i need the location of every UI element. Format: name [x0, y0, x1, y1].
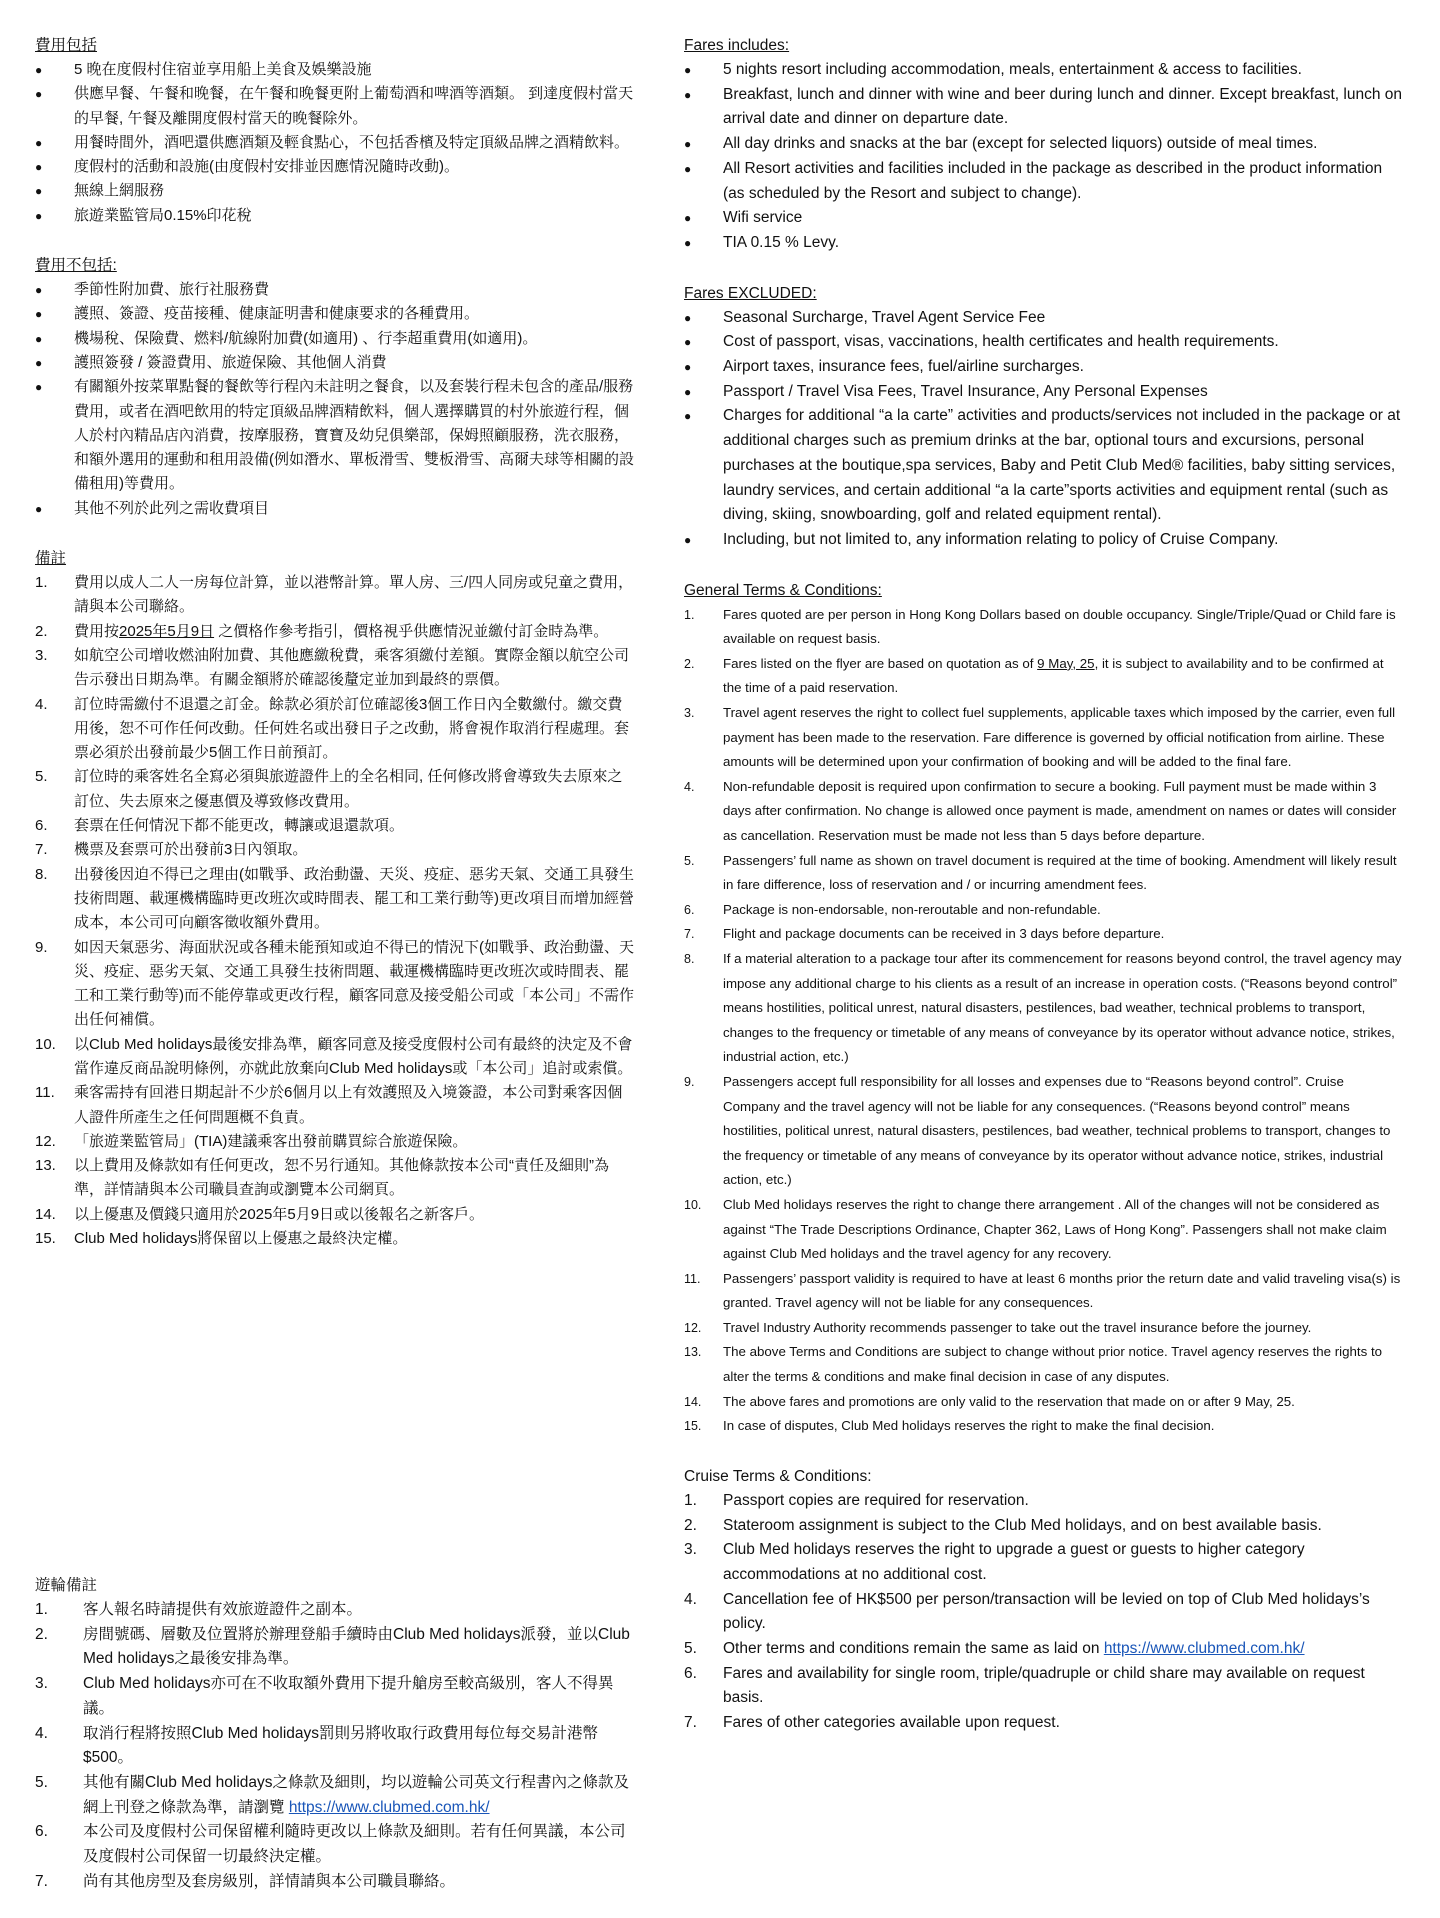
item-text: 「旅遊業監管局」(TIA)建議乘客出發前購買綜合旅遊保險。 — [74, 1132, 468, 1150]
item-text: Travel Industry Authority recommends passenger to take out the travel insurance before the journey. — [723, 1319, 1312, 1335]
item-number: 6. — [35, 1823, 48, 1841]
item-number: 15. — [35, 1230, 56, 1248]
item-number: 5. — [35, 768, 48, 786]
list-item: ● Breakfast, lunch and dinner with wine and beer during lunch and dinner. Except breakfast, lunch on arrival date and dinner on departure date. — [684, 83, 1404, 132]
en-cruise-terms-section — [684, 1465, 1404, 1736]
list-item: ● Charges for additional “a la carte” activities and products/services not included in the package or at additional charges such as premium drinks at the bar, optional tours and excursions, personal purchases at the boutique,spa services, Baby and Petit Club Med® facilities, baby sitting services, laundry services, and certain additional “a la carte”sports activities and equipment rental (such as diving, skiing, snowboarding, golf and related equipment rental). — [684, 404, 1404, 528]
item-text: 如航空公司增收燃油附加費、其他應繳稅費，乘客須繳付差額。實際金額以航空公司告示發出日期為準。有關金額將於確認後釐定並加到最終的票價。 — [74, 646, 630, 689]
list-item — [35, 1771, 635, 1820]
zh-excludes-section — [35, 254, 635, 521]
zh-notes-heading: 備註 — [35, 550, 67, 568]
item-number: 4. — [35, 695, 48, 713]
item-number: 12. — [35, 1132, 56, 1150]
item-text: Fares listed on the flyer are based on quotation as of — [723, 655, 1038, 671]
zh-cruise-notes-heading: 遊輪備註 — [35, 1577, 98, 1594]
list-item — [684, 898, 1404, 923]
list-item — [35, 1623, 635, 1672]
item-number: 10. — [35, 1035, 56, 1053]
zh-excludes-list — [35, 278, 635, 521]
list-item: ● 無線上網服務 — [35, 179, 635, 203]
item-text: Cancellation fee of HK$500 per person/transaction will be levied on top of Club Med holidays’s policy. — [723, 1590, 1370, 1633]
item-text: In case of disputes, Club Med holidays reserves the right to make the final decision. — [723, 1418, 1215, 1434]
item-number: 4. — [35, 1724, 48, 1742]
list-item: ● Wifi service — [684, 206, 1404, 231]
item-number: 1. — [35, 574, 48, 592]
list-item — [684, 701, 1404, 775]
list-item — [684, 1538, 1404, 1587]
en-excludes-heading: Fares EXCLUDED: — [684, 284, 817, 302]
list-item — [684, 1514, 1404, 1539]
item-text: 以上優惠及價錢只適用於2025年5月9日或以後報名之新客戶。 — [74, 1205, 485, 1223]
list-item — [684, 652, 1404, 701]
item-number: 2. — [35, 1625, 48, 1643]
list-item — [684, 603, 1404, 652]
zh-includes-heading: 費用包括 — [35, 37, 98, 54]
item-text: Club Med holidays reserves the right to change there arrangement . All of the changes will not be considered as against “The Trade Descriptions Ordinance, Chapter 362, Laws of Hong Kong”. Passengers shall not make claim against Club Med holidays and the travel agency for any recovery. — [723, 1196, 1387, 1262]
en-general-terms-heading: General Terms & Conditions: — [684, 581, 882, 599]
list-item — [35, 1820, 635, 1869]
item-text: Club Med holidays reserves the right to upgrade a guest or guests to higher category accommodations at no additional cost. — [723, 1541, 1305, 1583]
list-item: ● 護照、簽證、疫苗接種、健康証明書和健康要求的各種費用。 — [35, 302, 635, 326]
english-column — [684, 34, 1404, 1762]
item-text: Fares and availability for single room, triple/quadruple or child share may available on request basis. — [723, 1664, 1365, 1707]
item-text: Passport copies are required for reservation. — [723, 1491, 1029, 1509]
list-item: ● Including, but not limited to, any information relating to policy of Cruise Company. — [684, 528, 1404, 553]
item-number: 10. — [684, 1197, 702, 1212]
list-item — [35, 1203, 635, 1227]
item-number: 12. — [684, 1320, 702, 1335]
list-item — [684, 775, 1404, 849]
list-item — [35, 1154, 635, 1203]
list-item: ● 其他不列於此列之需收費項目 — [35, 497, 635, 521]
item-text: Passengers’ full name as shown on travel document is required at the time of booking. Amendment will likely result in fare difference, loss of reservation and / or incurring amendment fees. — [723, 852, 1397, 893]
item-text: Package is non-endorsable, non-reroutable and non-refundable. — [723, 901, 1101, 917]
item-text: 以Club Med holidays最後安排為準，顧客同意及接受度假村公司有最終的決定及不會當作違反商品說明條例，亦就此放棄向Club Med holidays或「本公司」追討或索償。 — [74, 1035, 633, 1077]
list-item — [35, 1598, 635, 1623]
item-text: 訂位時的乘客姓名全寫必須與旅遊證件上的全名相同, 任何修改將會導致失去原來之訂位、失去原來之優惠價及導致修改費用。 — [74, 768, 623, 810]
item-number: 4. — [684, 1590, 697, 1608]
item-number: 7. — [35, 841, 48, 859]
item-text: Other terms and conditions remain the same as laid on — [723, 1640, 1104, 1658]
list-item: ● 季節性附加費、旅行社服務費 — [35, 278, 635, 302]
list-item: ● 5 晚在度假村住宿並享用船上美食及娛樂設施 — [35, 58, 635, 82]
chinese-column — [35, 34, 635, 1277]
list-item — [35, 863, 635, 936]
item-number: 6. — [684, 1664, 697, 1682]
item-text: 如因天氣惡劣、海面狀況或各種未能預知或迫不得已的情況下(如戰爭、政治動盪、天災、疫症、惡劣天氣、交通工具發生技術問題、載運機構臨時更改班次或時間表、罷工和工業行動等)而不能停靠或更改行程，顧客同意及接受船公司或「本公司」不需作出任何補償。 — [74, 938, 634, 1029]
item-text: Club Med holidays亦可在不收取額外費用下提升艙房至較高級別，客人不得異議。 — [83, 1675, 614, 1717]
item-number: 5. — [35, 1773, 48, 1791]
item-text: , it is subject to availability and to be confirmed at the time of a paid reservation. — [723, 655, 1384, 696]
list-item — [35, 620, 635, 644]
item-number: 11. — [35, 1084, 55, 1102]
list-item — [35, 1227, 635, 1251]
item-number: 1. — [35, 1601, 48, 1618]
list-item: ● Passport / Travel Visa Fees, Travel Insurance, Any Personal Expenses — [684, 380, 1404, 405]
item-number: 14. — [35, 1205, 56, 1223]
item-text: 訂位時需繳付不退還之訂金。餘款必須於訂位確認後3個工作日內全數繳付。繳交費用後，恕不可作任何改動。任何姓名或出發日子之改動，將會視作取消行程處理。套票必須於出發前最少5個工作日前預訂。 — [74, 695, 630, 762]
item-number: 3. — [684, 1541, 697, 1559]
list-item — [35, 1081, 635, 1130]
item-text: Stateroom assignment is subject to the Club Med holidays, and on best available basis. — [723, 1516, 1322, 1534]
clubmed-link[interactable]: https://www.clubmed.com.hk/ — [288, 1798, 490, 1816]
zh-includes-section — [35, 34, 635, 228]
list-item — [684, 1489, 1404, 1514]
list-item — [684, 947, 1404, 1070]
item-number: 5. — [684, 853, 695, 868]
list-item — [35, 936, 635, 1033]
en-cruise-terms-heading: Cruise Terms & Conditions: — [684, 1467, 872, 1485]
item-text: 房間號碼、層數及位置將於辦理登船手續時由Club Med holidays派發，並以Club Med holidays之最後安排為準。 — [83, 1625, 630, 1668]
list-item: ● TIA 0.15 % Levy. — [684, 231, 1404, 256]
item-number: 7. — [684, 1714, 697, 1732]
item-text: Passengers’ passport validity is required to have at least 6 months prior the return date and valid traveling visa(s) is granted. Travel agency will not be liable for any consequences. — [723, 1270, 1401, 1311]
list-item: ● 供應早餐、午餐和晚餐，在午餐和晚餐更附上葡萄酒和啤酒等酒類。 到達度假村當天的早餐, 午餐及離開度假村當天的晚餐除外。 — [35, 82, 635, 131]
item-text: Fares of other categories available upon request. — [723, 1714, 1060, 1732]
item-number: 1. — [684, 1491, 697, 1509]
item-date: 2025年5月9日 — [119, 622, 215, 640]
item-text: Flight and package documents can be received in 3 days before departure. — [723, 926, 1165, 942]
clubmed-link[interactable]: https://www.clubmed.com.hk/ — [1103, 1640, 1305, 1658]
list-item — [35, 693, 635, 766]
item-number: 1. — [684, 607, 695, 622]
zh-cruise-notes-list — [35, 1598, 635, 1894]
list-item: ● 機場稅、保險費、燃料/航線附加費(如適用) 、行李超重費用(如適用)。 — [35, 327, 635, 351]
item-number: 14. — [684, 1394, 702, 1409]
list-item — [35, 571, 635, 620]
item-number: 2. — [35, 622, 48, 640]
list-item: ● 有關額外按菜單點餐的餐飲等行程內未註明之餐食，以及套裝行程未包含的產品/服務費用，或者在酒吧飲用的特定頂級品牌酒精飲料，個人選擇購買的村外旅遊行程，個人於村內精品店內消費，按摩服務，寶寶及幼兒俱樂部，保姆照顧服務，洗衣服務，和額外選用的運動和租用設備(例如潛水、單板滑雪、雙板滑雪、高爾夫球等相關的設備租用)等費用。 — [35, 375, 635, 496]
list-item — [684, 1637, 1404, 1662]
list-item — [35, 1672, 635, 1721]
item-text: 套票在任何情況下都不能更改，轉讓或退還款項。 — [74, 817, 405, 835]
list-item — [684, 1390, 1404, 1415]
list-item — [684, 1414, 1404, 1439]
en-general-terms-section — [684, 579, 1404, 1439]
list-item: ● 度假村的活動和設施(由度假村安排並因應情況隨時改動)。 — [35, 155, 635, 179]
list-item — [684, 1267, 1404, 1316]
list-item — [684, 1193, 1404, 1267]
list-item — [35, 814, 635, 838]
item-number: 4. — [684, 779, 695, 794]
list-item — [684, 1711, 1404, 1736]
item-number: 2. — [684, 656, 695, 671]
zh-notes-list — [35, 571, 635, 1251]
item-text: Fares quoted are per person in Hong Kong Dollars based on double occupancy. Single/Triple/Quad or Child fare is available on request basis. — [723, 606, 1396, 647]
en-includes-section — [684, 34, 1404, 256]
zh-excludes-heading: 費用不包括: — [35, 257, 117, 275]
item-number: 9. — [684, 1074, 695, 1089]
list-item — [35, 1130, 635, 1154]
list-item — [684, 1662, 1404, 1711]
list-item — [684, 1316, 1404, 1341]
item-text: 尚有其他房型及套房級別，詳情請與本公司職員聯絡。 — [83, 1872, 456, 1890]
item-text: 機票及套票可於出發前3日內領取。 — [74, 841, 308, 859]
item-text: Travel agent reserves the right to collect fuel supplements, applicable taxes which imposed by the carrier, even full payment has been made to the reservation. Fare difference is governed by official notification from airline. These amounts will be determined upon your confirmation of booking and will be added to the final fare. — [723, 705, 1396, 770]
list-item — [684, 922, 1404, 947]
list-item — [684, 1588, 1404, 1637]
item-text: 以上費用及條款如有任何更改，恕不另行通知。其他條款按本公司“責任及細則”為準，詳情請與本公司職員查詢或瀏覽本公司網頁。 — [74, 1157, 609, 1199]
item-number: 6. — [684, 902, 695, 917]
item-text: 費用以成人二人一房每位計算，並以港幣計算。單人房、三/四人同房或兒童之費用，請與本公司聯絡。 — [74, 574, 634, 616]
en-includes-list — [684, 58, 1404, 256]
list-item: ● 5 nights resort including accommodation, meals, entertainment & access to facilities. — [684, 58, 1404, 83]
item-text: The above fares and promotions are only valid to the reservation that made on or after 9 May, 25. — [723, 1393, 1295, 1409]
list-item — [684, 849, 1404, 898]
item-number: 3. — [684, 706, 695, 721]
list-item: ● All day drinks and snacks at the bar (except for selected liquors) outside of meal times. — [684, 132, 1404, 157]
zh-notes-section — [35, 547, 635, 1251]
item-text: 客人報名時請提供有效旅遊證件之副本。 — [83, 1601, 363, 1618]
item-number: 8. — [35, 865, 48, 883]
item-number: 3. — [35, 646, 48, 664]
item-number: 6. — [35, 817, 48, 835]
item-text: 其他有關Club Med holidays之條款及細則，均以遊輪公司英文行程書內之條款及網上刊登之條款為準，請瀏覽 — [83, 1773, 630, 1816]
item-number: 7. — [35, 1872, 48, 1890]
item-text: If a material alteration to a package tour after its commencement for reasons beyond control, the travel agency may impose any additional charge to his clients as a result of an increase in operation costs. (“Reasons beyond control” means hostilities, political unrest, natural disasters, pestilences, bad weather, technical problems to transport, changes to the frequency or timetable of any means of conveyance by its operator without advance notice, strikes, industrial action, etc.) — [723, 950, 1402, 1065]
list-item — [35, 1722, 635, 1771]
item-text: 取消行程將按照Club Med holidays罰則另將收取行政費用每位每交易計港幣$500。 — [83, 1724, 599, 1767]
item-date: 9 May, 25 — [1037, 655, 1095, 671]
item-text: 費用按 — [74, 622, 120, 640]
item-text: 乘客需持有回港日期起計不少於6個月以上有效護照及入境簽證，本公司對乘客因個人證件所產生之任何問題概不負責。 — [74, 1084, 623, 1126]
list-item: ● All Resort activities and facilities included in the package as described in the product information (as scheduled by the Resort and subject to change). — [684, 157, 1404, 206]
item-number: 15. — [684, 1419, 702, 1434]
en-cruise-terms-list — [684, 1489, 1404, 1736]
list-item: ● 護照簽發 / 簽證費用、旅遊保險、其他個人消費 — [35, 351, 635, 375]
en-excludes-section — [684, 282, 1404, 553]
item-text: Club Med holidays將保留以上優惠之最終決定權。 — [74, 1230, 408, 1248]
item-number: 8. — [684, 951, 695, 966]
item-text: Passengers accept full responsibility for all losses and expenses due to “Reasons beyond control”. Cruise Company and the travel agency will not be liable for any consequences. (“Reasons beyond control” means hostilities, political unrest, natural disasters, pestilences, bad weather, technical problems to transport, changes to the frequency or timetable of any means of conveyance by its operator without advance notice, strikes, industrial action, etc.) — [723, 1073, 1391, 1188]
zh-includes-list — [35, 58, 635, 228]
zh-cruise-notes-section — [35, 1574, 635, 1894]
item-text: 本公司及度假村公司保留權利隨時更改以上條款及細則。若有任何異議，本公司及度假村公司保留一切最終決定權。 — [83, 1823, 626, 1866]
en-general-terms-list — [684, 603, 1404, 1439]
list-item: ● 用餐時間外，酒吧還供應酒類及輕食點心，不包括香檳及特定頂級品牌之酒精飲料。 — [35, 131, 635, 155]
list-item — [35, 765, 635, 814]
list-item — [35, 644, 635, 693]
item-number: 9. — [35, 938, 48, 956]
list-item: ● Cost of passport, visas, vaccinations, health certificates and health requirements. — [684, 330, 1404, 355]
item-text: 之價格作參考指引，價格視乎供應情況並繳付訂金時為準。 — [214, 622, 609, 640]
item-number: 13. — [35, 1157, 56, 1175]
item-number: 3. — [35, 1675, 48, 1693]
item-text: The above Terms and Conditions are subject to change without prior notice. Travel agency reserves the rights to alter the terms & conditions and make final decision in case of any disputes. — [723, 1344, 1383, 1385]
list-item — [35, 1870, 635, 1895]
item-number: 5. — [684, 1640, 697, 1658]
list-item — [684, 1340, 1404, 1389]
item-number: 13. — [684, 1345, 702, 1360]
list-item — [35, 838, 635, 862]
list-item: ● Airport taxes, insurance fees, fuel/airline surcharges. — [684, 355, 1404, 380]
item-number: 7. — [684, 927, 695, 942]
list-item — [35, 1033, 635, 1082]
list-item — [684, 1070, 1404, 1193]
list-item: ● Seasonal Surcharge, Travel Agent Service Fee — [684, 306, 1404, 331]
en-includes-heading: Fares includes: — [684, 37, 790, 54]
item-number: 11. — [684, 1271, 701, 1286]
item-number: 2. — [684, 1516, 697, 1534]
list-item: ● 旅遊業監管局0.15%印花稅 — [35, 204, 635, 228]
item-text: 出發後因迫不得已之理由(如戰爭、政治動盪、天災、疫症、惡劣天氣、交通工具發生技術問題、載運機構臨時更改班次或時間表、罷工和工業行動等)更改項目而增加經營成本，本公司可向顧客徵收額外費用。 — [74, 865, 634, 932]
item-text: Non-refundable deposit is required upon confirmation to secure a booking. Full payment must be made within 3 days after confirmation. No change is allowed once payment is made, amendment on names or dates will consider as cancellation. Reservation must be made not less than 5 days before departure. — [723, 778, 1397, 843]
en-excludes-list — [684, 306, 1404, 553]
